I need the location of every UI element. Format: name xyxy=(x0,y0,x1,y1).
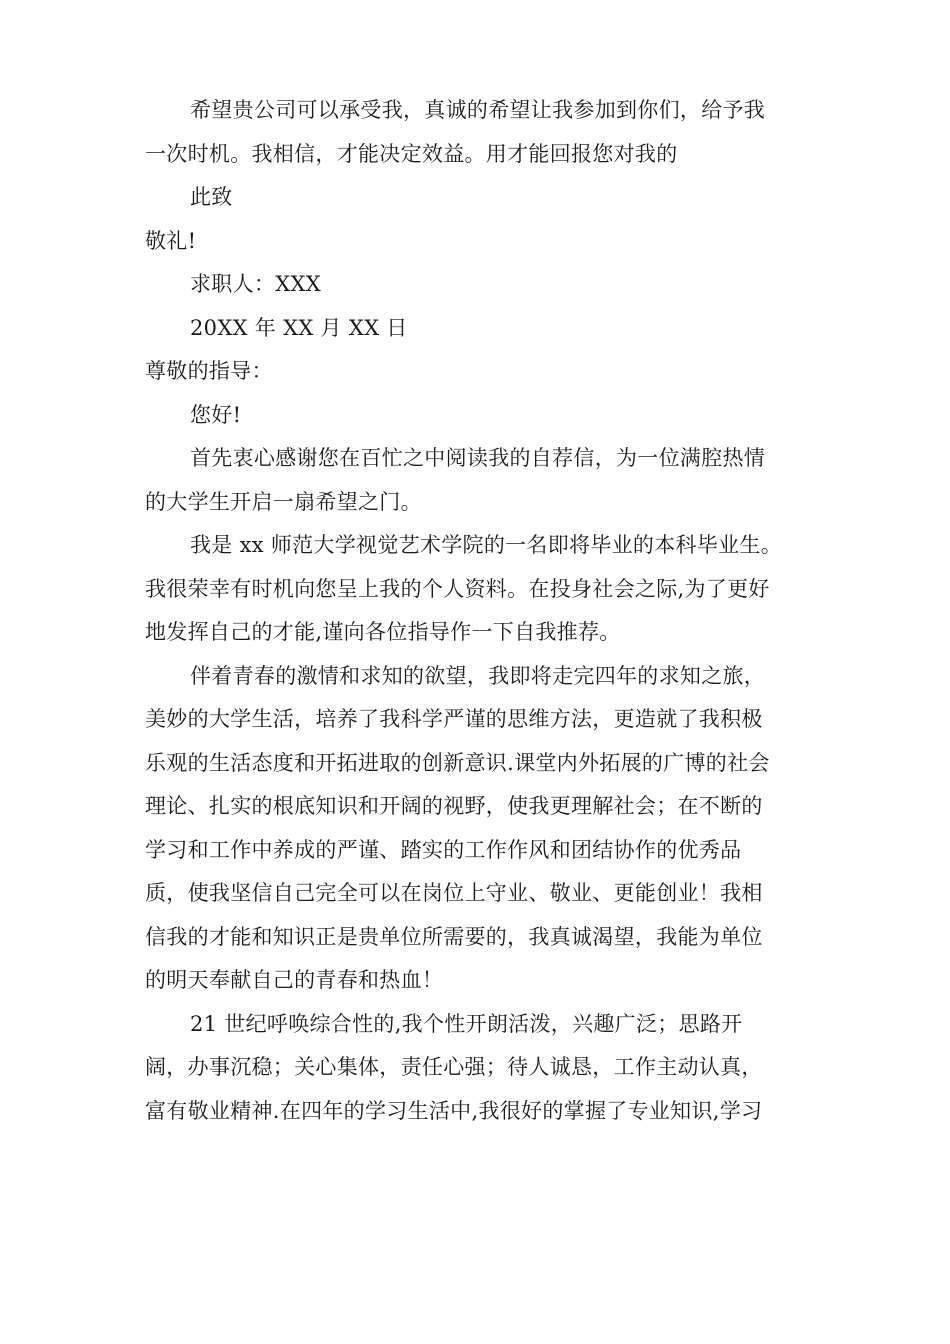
paragraph-line: 首先衷心感谢您在百忙之中阅读我的自荐信，为一位满腔热情 xyxy=(190,446,766,470)
paragraph-line: 美妙的大学生活，培养了我科学严谨的思维方法，更造就了我积极 xyxy=(145,707,763,731)
paragraph-line: 希望贵公司可以承受我，真诚的希望让我参加到你们，给予我 xyxy=(190,98,766,122)
paragraph-line: 信我的才能和知识正是贵单位所需要的，我真诚渴望，我能为单位 xyxy=(145,925,763,949)
paragraph-line: 我是 xx 师范大学视觉艺术学院的一名即将毕业的本科毕业生。 xyxy=(190,533,783,557)
greeting-line: 您好! xyxy=(190,403,242,427)
paragraph-line: 的大学生开启一扇希望之门。 xyxy=(145,490,422,514)
paragraph-line: 我很荣幸有时机向您呈上我的个人资料。在投身社会之际,为了更好 xyxy=(145,577,770,601)
paragraph-line: 质，使我坚信自己完全可以在岗位上守业、敬业、更能创业！我相 xyxy=(145,881,763,905)
paragraph-line: 地发挥自己的才能,谨向各位指导作一下自我推荐。 xyxy=(145,620,621,644)
closing-line: 此致 xyxy=(190,185,233,209)
paragraph-line: 伴着青春的激情和求知的欲望，我即将走完四年的求知之旅， xyxy=(190,664,766,688)
paragraph-line: 的明天奉献自己的青春和热血！ xyxy=(145,968,444,992)
paragraph-line: 乐观的生活态度和开拓进取的创新意识.课堂内外拓展的广博的社会 xyxy=(145,751,770,775)
greeting-line: 尊敬的指导： xyxy=(145,359,273,383)
paragraph-line: 阔，办事沉稳；关心集体，责任心强；待人诚恳，工作主动认真， xyxy=(145,1055,763,1079)
paragraph-line: 一次时机。我相信，才能决定效益。用才能回报您对我的 xyxy=(145,142,678,166)
salutation-line: 敬礼! xyxy=(145,229,197,253)
paragraph-line: 21 世纪呼唤综合性的,我个性开朗活泼，兴趣广泛；思路开 xyxy=(190,1012,743,1036)
signature-line: 求职人：XXX xyxy=(190,272,321,296)
date-line: 20XX 年 XX 月 XX 日 xyxy=(190,316,408,340)
paragraph-line: 理论、扎实的根底知识和开阔的视野，使我更理解社会；在不断的 xyxy=(145,794,763,818)
paragraph-line: 学习和工作中养成的严谨、踏实的工作作风和团结协作的优秀品 xyxy=(145,838,742,862)
paragraph-line: 富有敬业精神.在四年的学习生活中,我很好的掌握了专业知识,学习 xyxy=(145,1099,763,1123)
